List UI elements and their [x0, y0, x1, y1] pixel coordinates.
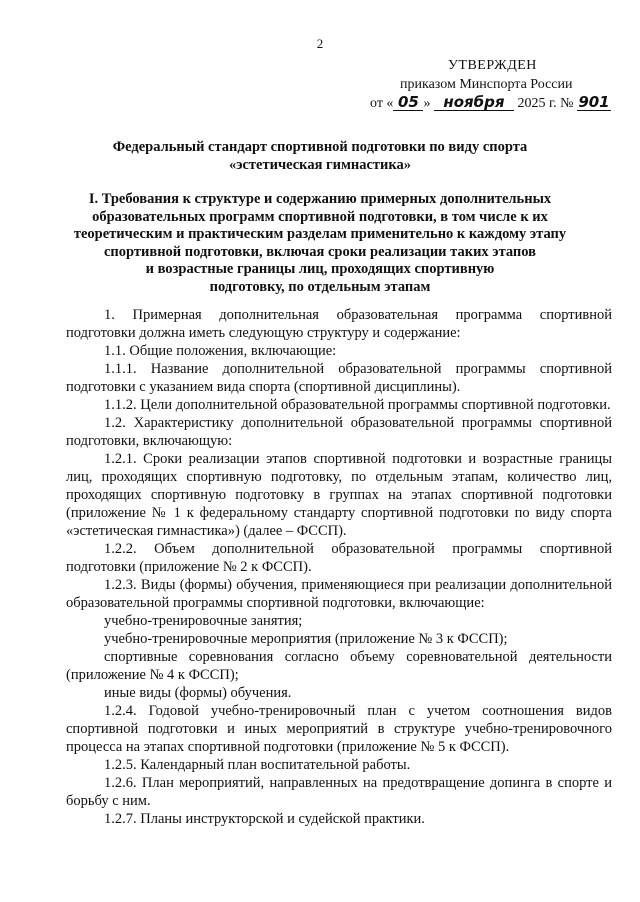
section-heading-line: образовательных программ спортивной подготовки, в том числе к их [92, 208, 548, 225]
title-line-2: «эстетическая гимнастика» [228, 157, 412, 173]
section-heading [60, 191, 580, 296]
approval-order-line: приказом Минспорта России [400, 77, 573, 92]
section-heading-line: и возрастные границы лиц, проходящих спортивную [145, 261, 495, 277]
handwritten-order-number: 901 [578, 93, 610, 111]
date-year: 2025 г. № [517, 96, 574, 111]
approval-heading: УТВЕРЖДЕН [448, 58, 537, 73]
paragraph: 1.2.5. Календарный план воспитательной работы. [104, 757, 411, 773]
paragraph: 1.2.6. План мероприятий, направленных на предотвращение допинга в спорте и борьбу с ним. [66, 775, 612, 809]
approval-block [370, 56, 630, 113]
paragraph: 1.2. Характеристику дополнительной образовательной программы спортивной подготовки, включающую: [66, 415, 612, 449]
list-item: иные виды (формы) обучения. [104, 685, 292, 701]
approval-date-line [370, 94, 630, 113]
title-line-1: Федеральный стандарт спортивной подготовки по виду спорта [112, 139, 528, 155]
section-heading-line: спортивной подготовки, включая сроки реализации таких этапов [103, 243, 536, 260]
section-heading-line: I. Требования к структуре и содержанию примерных дополнительных [88, 191, 552, 207]
paragraph: 1.1.2. Цели дополнительной образовательной программы спортивной подготовки. [104, 397, 611, 413]
paragraph: 1.1.1. Название дополнительной образовательной программы спортивной подготовки с указанием вида спорта (спортивной дисциплины). [66, 361, 612, 395]
paragraph: 1.2.1. Сроки реализации этапов спортивной подготовки и возрастные границы лиц, проходящих спортивную подготовку, по отдельным этапам, количество лиц, проходящих спортивную подготовку в группах на этапах спортивной подготовки (приложение № 1 к федеральному стандарту спортивной подготовки по виду спорта «эстетическая гимнастика») (далее – ФССП). [66, 451, 612, 539]
paragraph: 1.2.2. Объем дополнительной образовательной программы спортивной подготовки (приложение № 2 к ФССП). [66, 541, 612, 575]
paragraph: 1. Примерная дополнительная образовательная программа спортивной подготовки должна иметь следующую структуру и содержание: [66, 307, 612, 341]
document-title [60, 138, 580, 174]
list-item: спортивные соревнования согласно объему соревновательной деятельности (приложение № 4 к ФССП); [66, 649, 612, 683]
paragraph: 1.2.7. Планы инструкторской и судейской практики. [104, 811, 425, 827]
document-body [66, 306, 612, 828]
date-prefix: от « [370, 96, 394, 111]
handwritten-month: ноября [434, 94, 514, 111]
date-mid: » [423, 96, 431, 111]
section-heading-line: подготовку, по отдельным этапам [209, 278, 431, 295]
paragraph: 1.2.3. Виды (формы) обучения, применяющиеся при реализации дополнительной образовательной программы спортивной подготовки, включающие: [66, 577, 612, 611]
paragraph: 1.1. Общие положения, включающие: [104, 343, 337, 359]
list-item: учебно-тренировочные занятия; [104, 613, 303, 629]
section-heading-line: теоретическим и практическим разделам применительно к каждому этапу [73, 226, 567, 242]
handwritten-day: 05 [393, 94, 423, 111]
paragraph: 1.2.4. Годовой учебно-тренировочный план с учетом соотношения видов спортивной подготовки и иных мероприятий в структуре учебно-тренировочного процесса на этапах спортивной подготовки (приложение № 5 к ФССП). [66, 703, 612, 755]
list-item: учебно-тренировочные мероприятия (приложение № 3 к ФССП); [104, 631, 508, 647]
page-number: 2 [316, 36, 324, 51]
